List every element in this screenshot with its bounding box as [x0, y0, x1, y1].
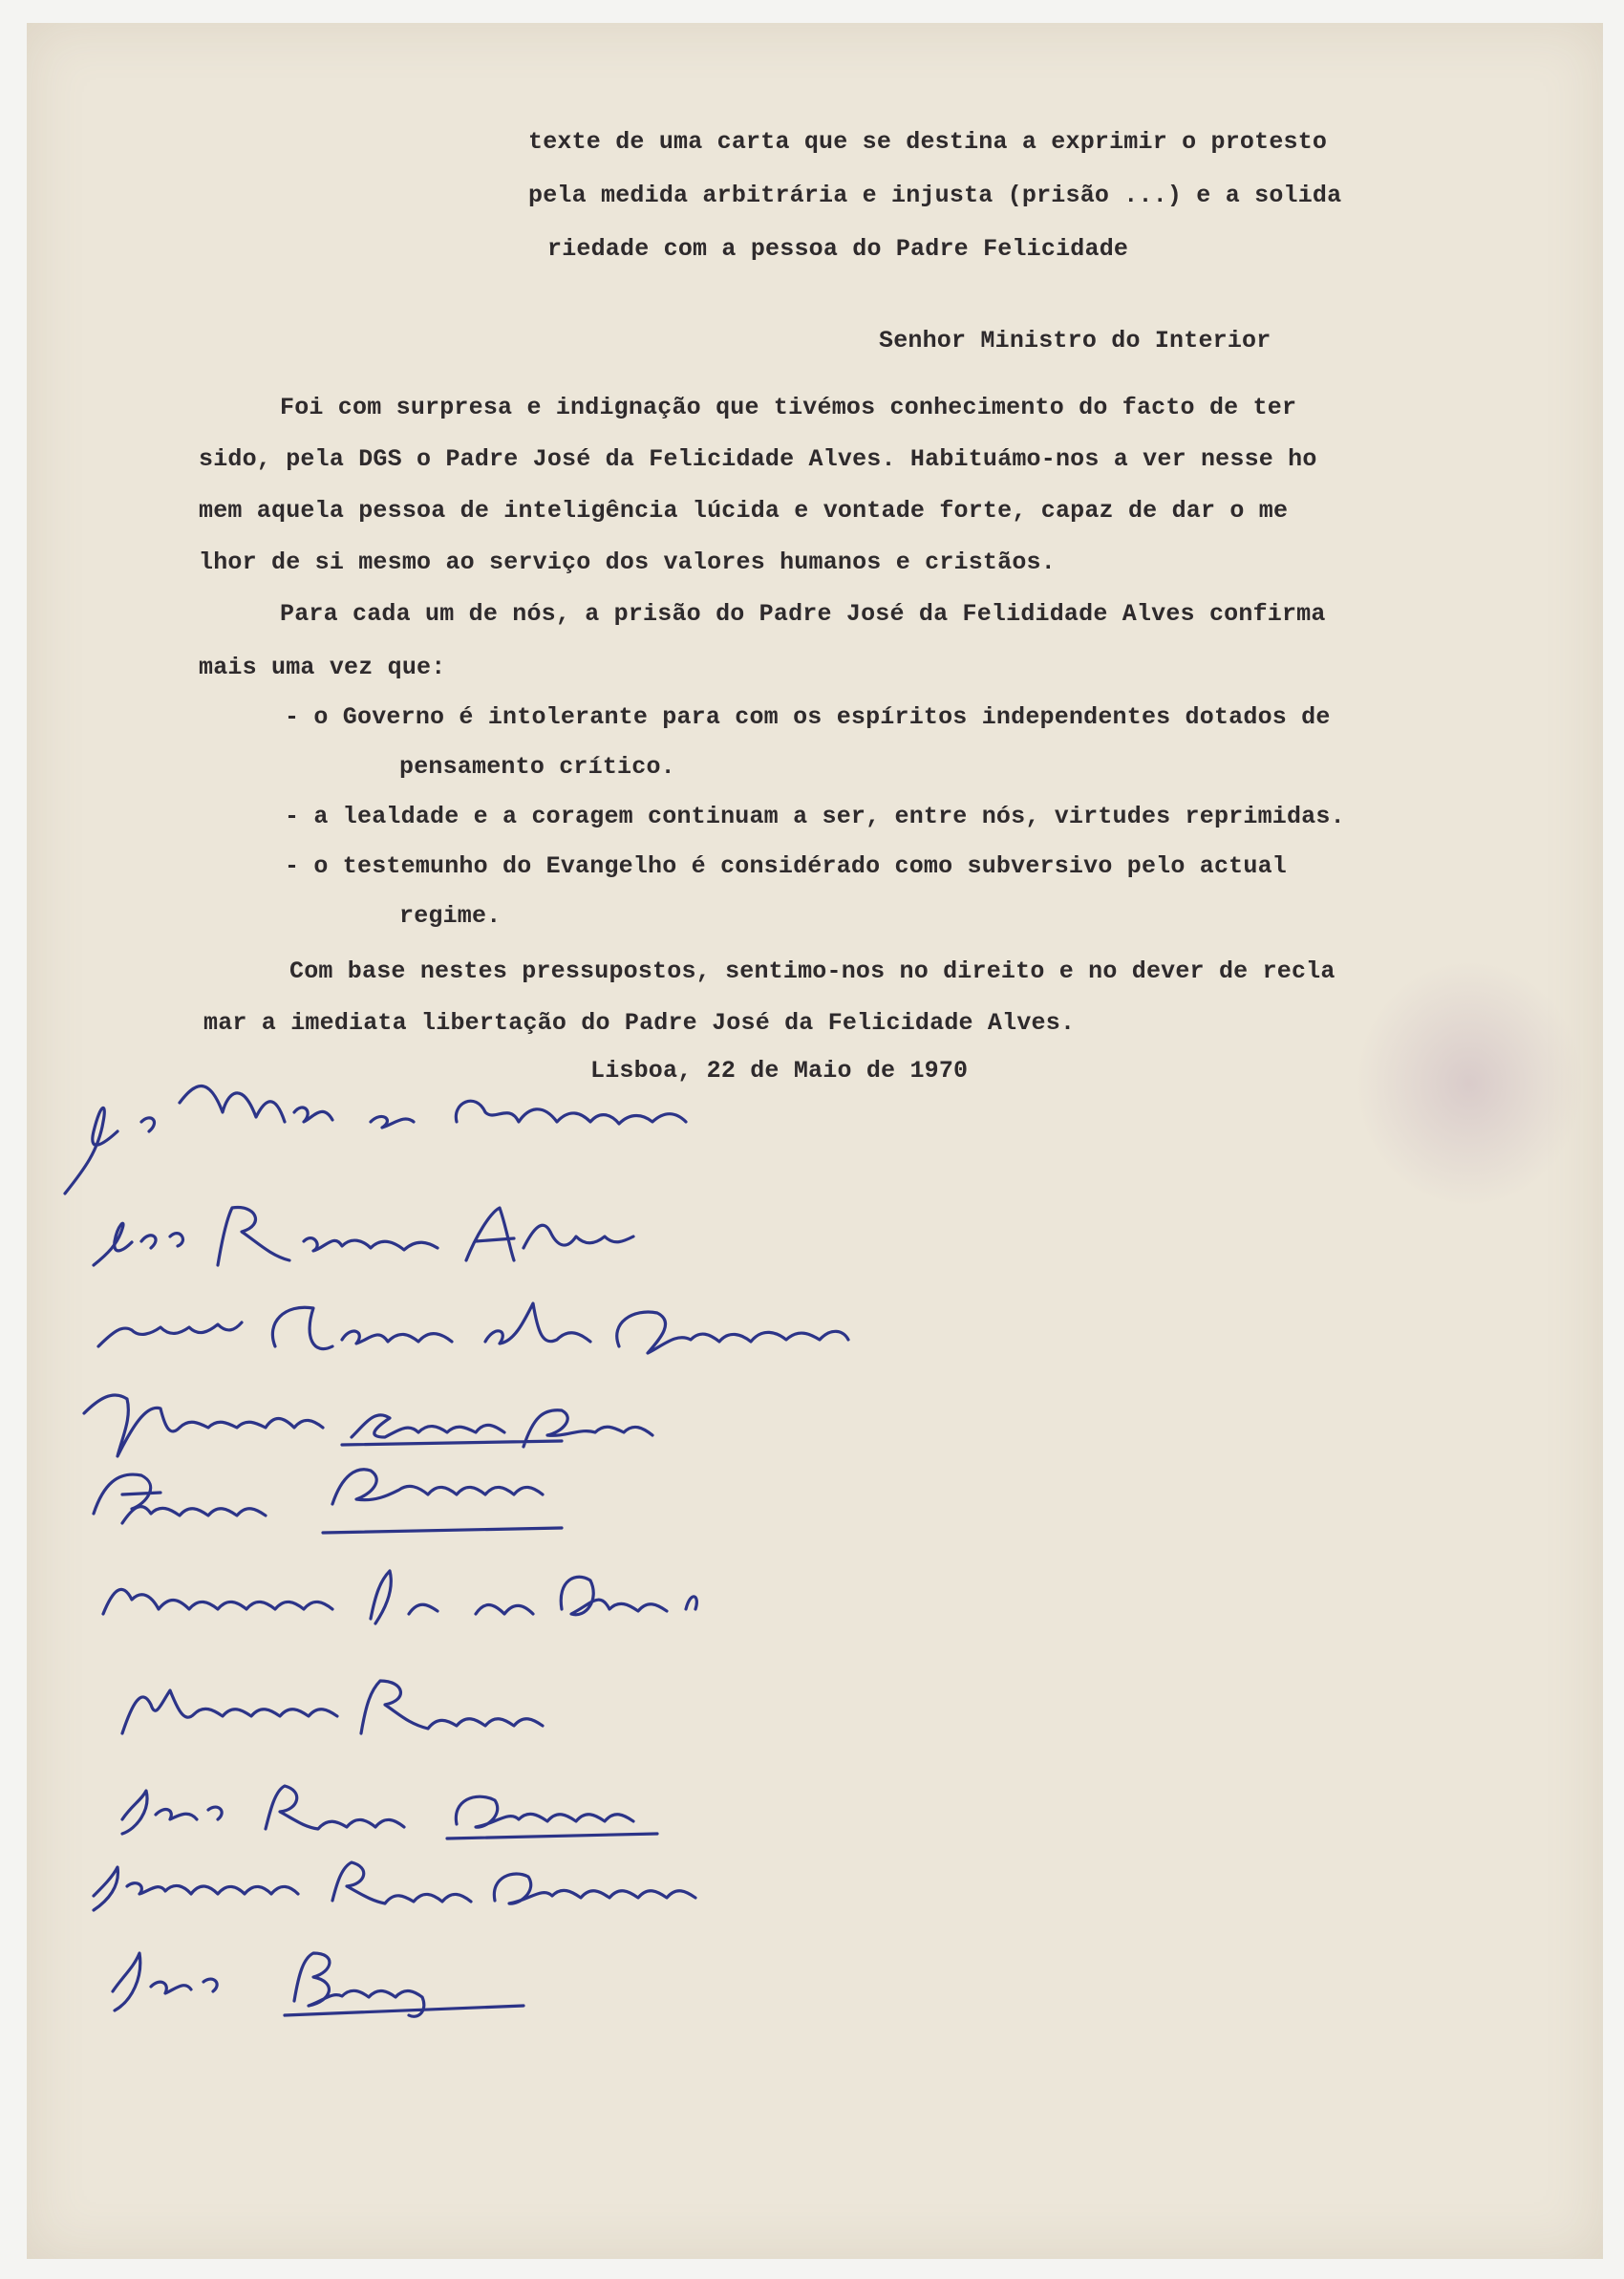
- paragraph-1-line-2: sido, pela DGS o Padre José da Felicidade Alves. Habituámo-nos a ver nesse ho: [199, 445, 1317, 473]
- signature-6: [103, 1571, 696, 1623]
- intro-line-1: texte de uma carta que se destina a exprimir o protesto: [528, 128, 1328, 156]
- signature-10: [113, 1953, 524, 2016]
- paragraph-3-line-2: mar a imediata libertação do Padre José da Felicidade Alves.: [203, 1009, 1076, 1037]
- bullet-3-line-1: - o testemunho do Evangelho é considérado como subversivo pelo actual: [285, 852, 1287, 880]
- paragraph-2-line-1: Para cada um de nós, a prisão do Padre José da Felididade Alves confirma: [280, 600, 1326, 628]
- signature-9: [94, 1862, 695, 1910]
- letter-sheet: [27, 23, 1603, 2259]
- signature-7: [122, 1681, 543, 1733]
- signature-5: [94, 1470, 562, 1533]
- intro-line-3: riedade com a pessoa do Padre Felicidade: [547, 235, 1129, 263]
- paragraph-1-line-3: mem aquela pessoa de inteligência lúcida e vontade forte, capaz de dar o me: [199, 497, 1289, 525]
- signature-1: [65, 1086, 686, 1194]
- intro-line-2: pela medida arbitrária e injusta (prisão ...) e a solida: [528, 182, 1342, 209]
- signature-3: [98, 1303, 848, 1353]
- date-line: Lisboa, 22 de Maio de 1970: [590, 1057, 969, 1085]
- paragraph-3-line-1: Com base nestes pressupostos, sentimo-nos no direito e no dever de recla: [289, 957, 1336, 985]
- signature-block: [27, 23, 1603, 2259]
- paragraph-2-line-2: mais uma vez que:: [199, 654, 446, 681]
- bullet-3-line-2: regime.: [399, 902, 502, 930]
- signature-2: [94, 1208, 633, 1265]
- paragraph-1-line-4: lhor de si mesmo ao serviço dos valores humanos e cristãos.: [199, 548, 1056, 576]
- bullet-1-line-2: pensamento crítico.: [399, 753, 675, 781]
- signature-4: [84, 1395, 652, 1456]
- paragraph-1-line-1: Foi com surpresa e indignação que tivémos conhecimento do facto de ter: [280, 394, 1297, 421]
- bullet-2-line-1: - a lealdade e a coragem continuam a ser, entre nós, virtudes reprimidas.: [285, 803, 1345, 830]
- bullet-1-line-1: - o Governo é intolerante para com os espíritos independentes dotados de: [285, 703, 1331, 731]
- salutation: Senhor Ministro do Interior: [879, 327, 1271, 355]
- signature-8: [122, 1786, 657, 1838]
